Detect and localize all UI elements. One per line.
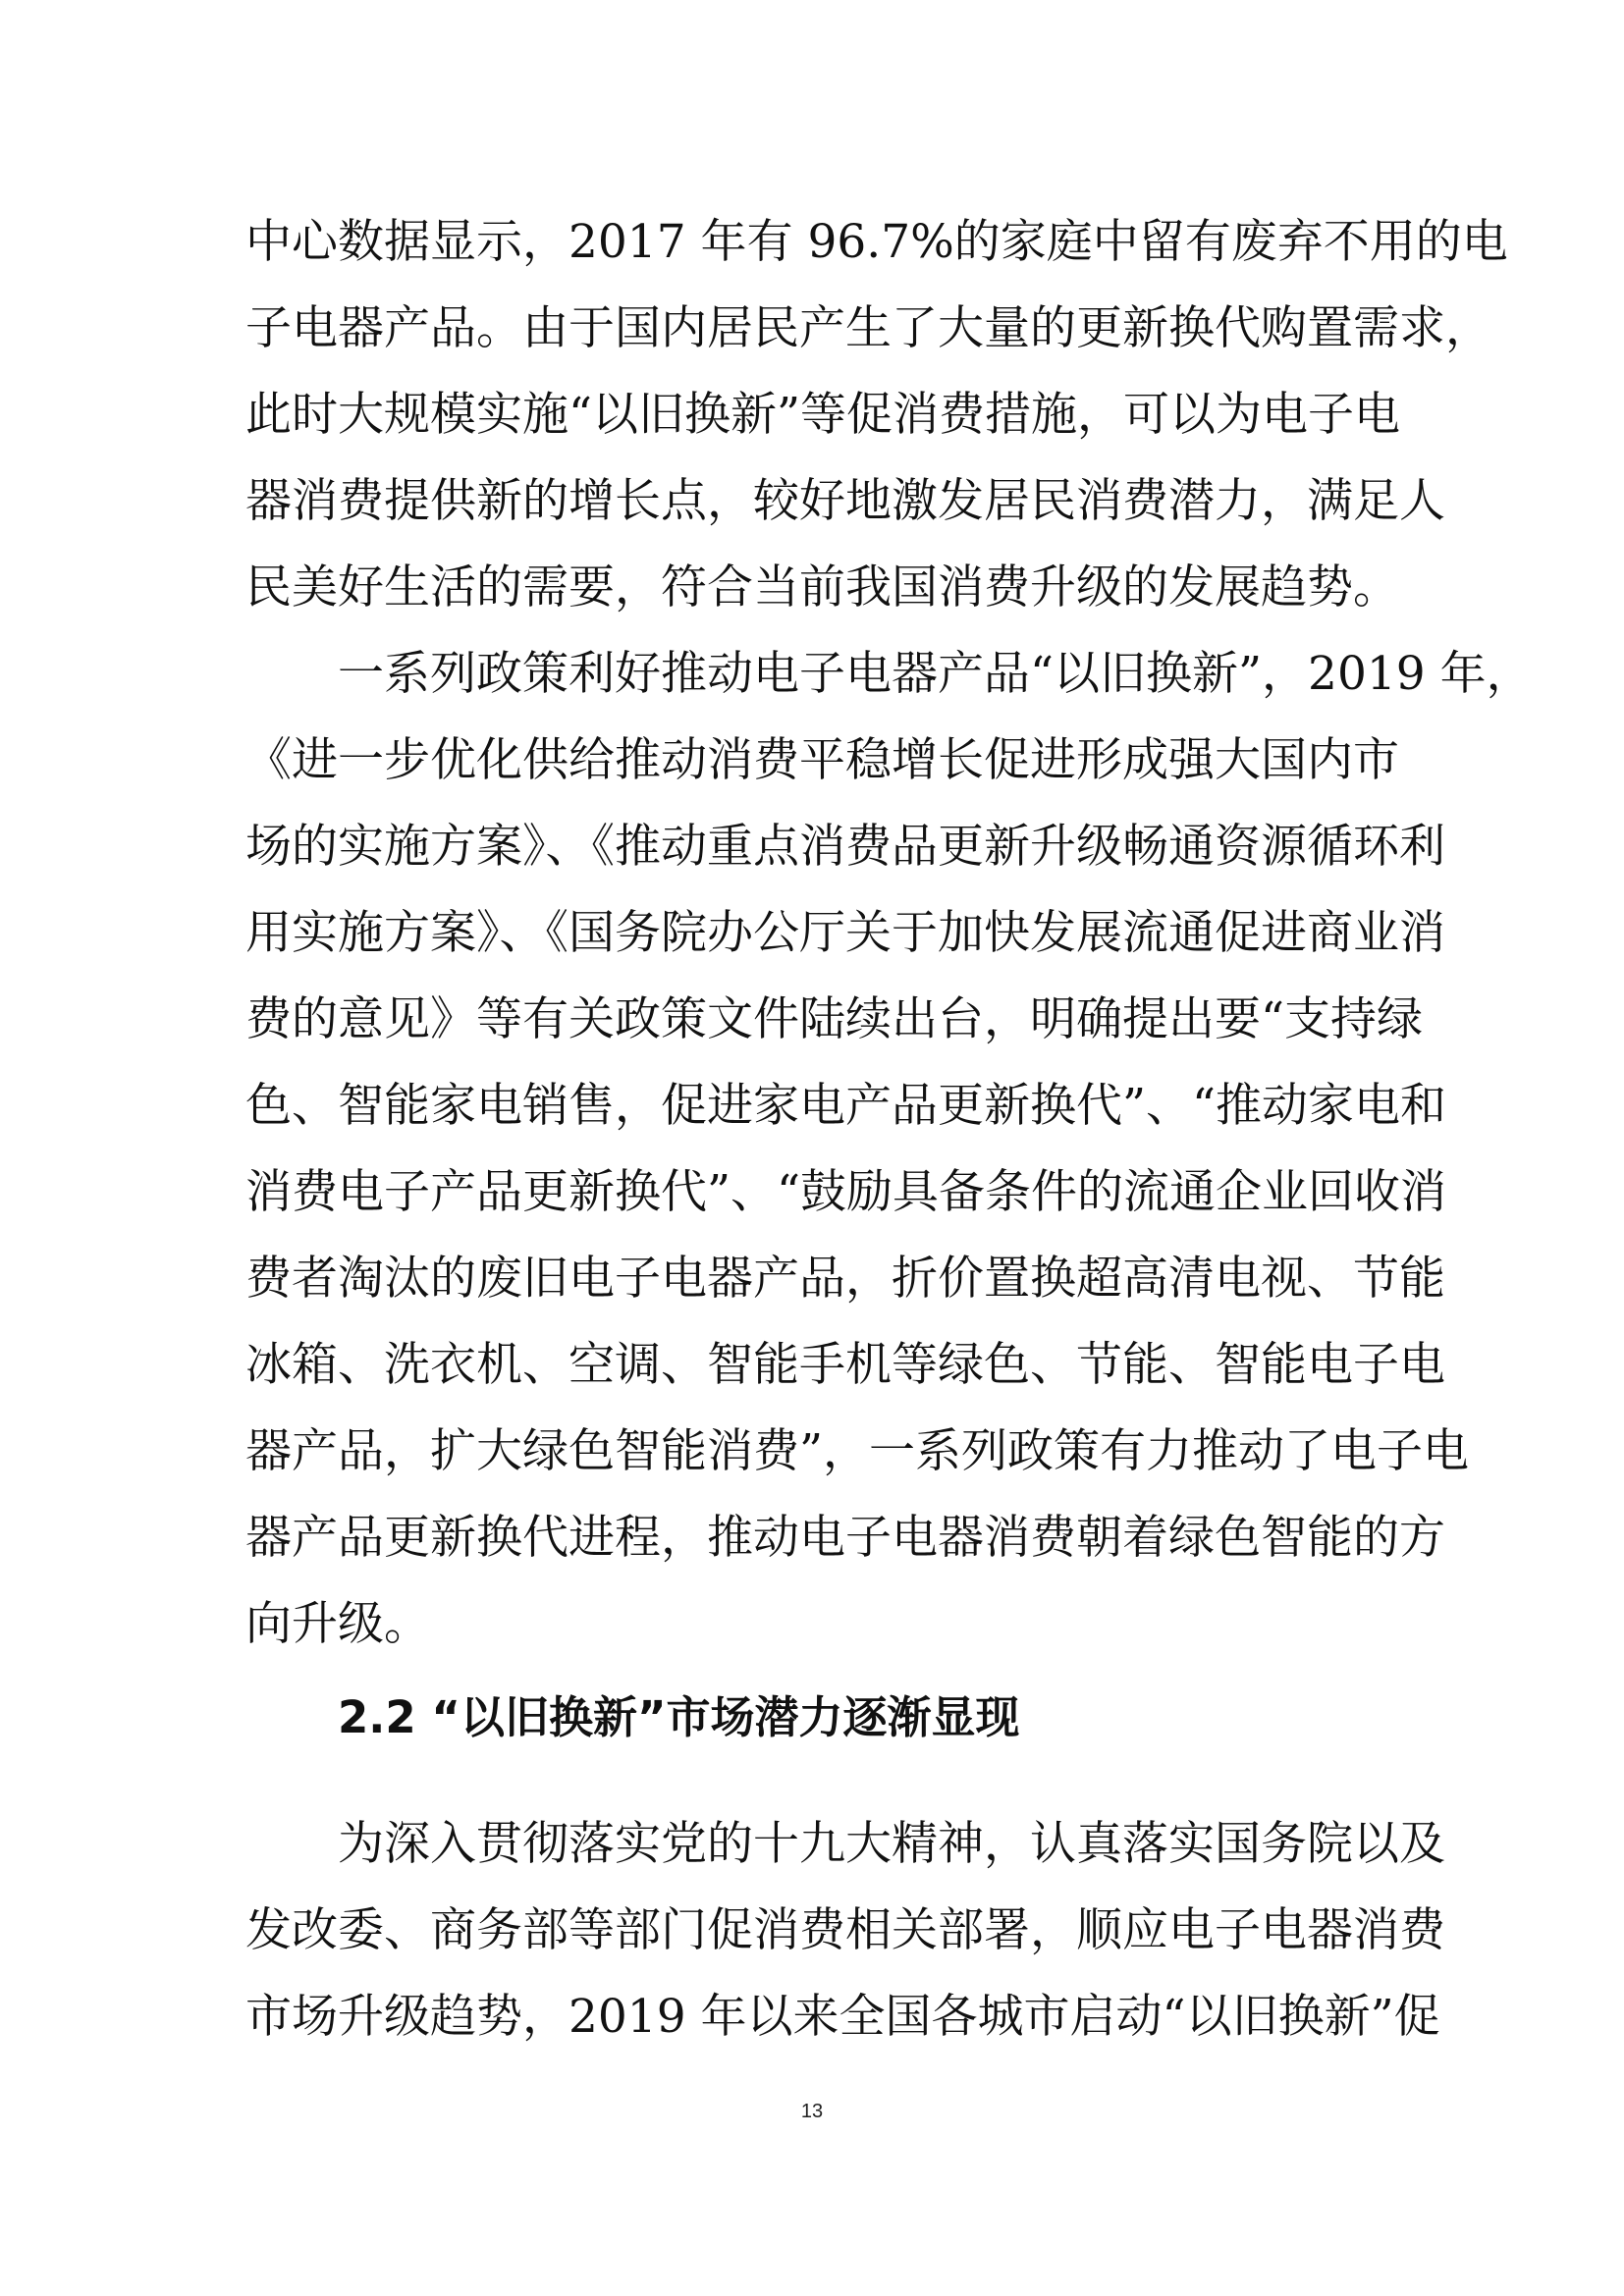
paragraph-line: 中心数据显示，2017 年有 96.7%的家庭中留有废弃不用的电 xyxy=(245,215,1508,269)
paragraph-line: 冰箱、洗衣机、空调、智能手机等绿色、节能、智能电子电 xyxy=(245,1338,1445,1392)
paragraph-line: 民美好生活的需要，符合当前我国消费升级的发展趋势。 xyxy=(245,561,1399,614)
paragraph-line: 向升级。 xyxy=(245,1597,430,1651)
paragraph-line: 用实施方案》、《国务院办公厅关于加快发展流通促进商业消 xyxy=(245,906,1445,960)
paragraph-line: 《进一步优化供给推动消费平稳增长促进形成强大国内市 xyxy=(245,733,1399,787)
paragraph-market xyxy=(245,1801,1445,2060)
paragraph-line: 一系列政策利好推动电子电器产品“以旧换新”，2019 年， xyxy=(338,647,1533,701)
paragraph-line: 为深入贯彻落实党的十九大精神，认真落实国务院以及 xyxy=(338,1817,1445,1871)
page-number: 13 xyxy=(800,2101,824,2122)
paragraph-line: 场的实施方案》、《推动重点消费品更新升级畅通资源循环利 xyxy=(245,820,1445,874)
paragraph-policy xyxy=(245,631,1533,1668)
paragraph-line: 消费电子产品更新换代”、“鼓励具备条件的流通企业回收消 xyxy=(245,1165,1447,1219)
paragraph-line: 子电器产品。由于国内居民产生了大量的更新换代购置需求， xyxy=(245,301,1491,355)
paragraph-continuation xyxy=(245,199,1508,631)
paragraph-line: 此时大规模实施“以旧换新”等促消费措施，可以为电子电 xyxy=(245,388,1401,442)
paragraph-line: 市场升级趋势，2019 年以来全国各城市启动“以旧换新”促 xyxy=(245,1990,1440,2044)
paragraph-line: 发改委、商务部等部门促消费相关部署，顺应电子电器消费 xyxy=(245,1903,1445,1957)
paragraph-line: 器产品，扩大绿色智能消费”，一系列政策有力推动了电子电 xyxy=(245,1424,1470,1478)
paragraph-line: 色、智能家电销售，促进家电产品更新换代”、“推动家电和 xyxy=(245,1079,1447,1133)
paragraph-line: 器消费提供新的增长点，较好地激发居民消费潜力，满足人 xyxy=(245,474,1445,528)
paragraph-line: 器产品更新换代进程，推动电子电器消费朝着绿色智能的方 xyxy=(245,1511,1445,1565)
paragraph-line: 费者淘汰的废旧电子电器产品，折价置换超高清电视、节能 xyxy=(245,1252,1445,1306)
paragraph-line: 费的意见》等有关政策文件陆续出台，明确提出要“支持绿 xyxy=(245,992,1424,1046)
section-heading: 2.2 “以旧换新”市场潜力逐渐显现 xyxy=(338,1691,1020,1743)
